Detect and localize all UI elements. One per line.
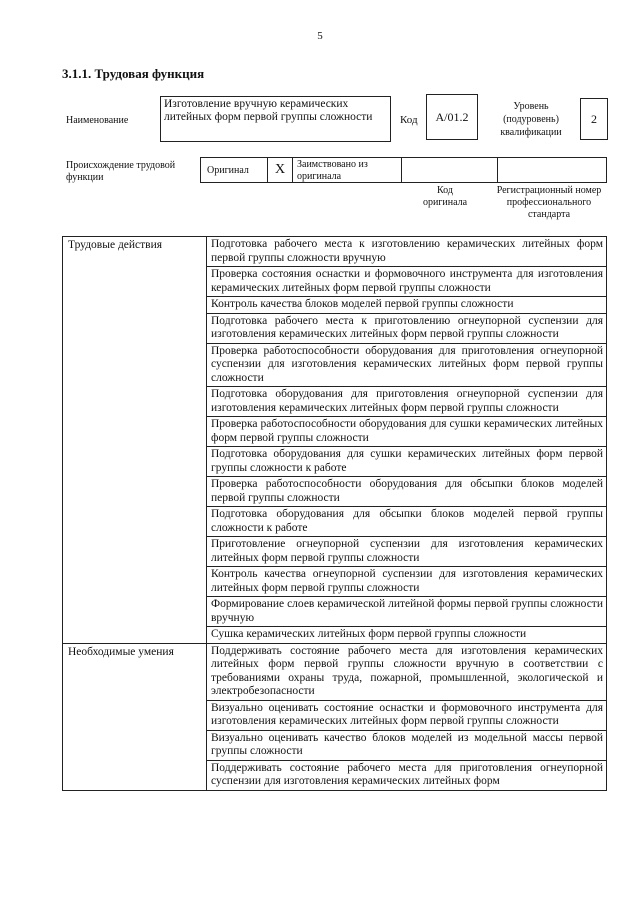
registration-number-cell (497, 157, 607, 183)
action-row-text: Контроль качества огнеупорной суспензии для изготовления керамических литейных форм первой группы сложности (207, 567, 607, 597)
original-mark: X (267, 157, 293, 183)
skill-row-text: Поддерживать состояние рабочего места для изготовления керамических литейных форм первой группы сложности вручную в соответствии с требованиями охраны труда, пожарной, промышленной, экологической и электробезопасности (207, 643, 607, 700)
function-table (62, 236, 607, 791)
origin-row (200, 157, 608, 183)
level-label: Уровень (подуровень) квалификации (500, 101, 562, 138)
action-row-text: Проверка состояния оснастки и формовочного инструмента для изготовления керамических литейных форм первой группы сложности (207, 267, 607, 297)
action-row-text: Приготовление огнеупорной суспензии для изготовления керамических литейных форм первой группы сложности (207, 537, 607, 567)
action-row-text: Проверка работоспособности оборудования для сушки керамических литейных форм первой группы сложности (207, 417, 607, 447)
action-row-text: Сушка керамических литейных форм первой группы сложности (207, 627, 607, 644)
actions-category-label: Трудовые действия (63, 237, 207, 644)
skill-row (63, 643, 607, 700)
borrowed-label: Заимствовано из оригинала (292, 157, 402, 183)
action-row-text: Контроль качества блоков моделей первой группы сложности (207, 297, 607, 314)
skill-row-text: Визуально оценивать качество блоков моделей из модельной массы первой группы сложности (207, 730, 607, 760)
original-code-cell (401, 157, 498, 183)
page-number: 5 (317, 30, 323, 42)
action-row-text: Подготовка рабочего места к приготовлению огнеупорной суспензии для изготовления керамических литейных форм первой группы сложности (207, 313, 607, 343)
action-row (63, 237, 607, 267)
code-value: A/01.2 (426, 94, 478, 140)
skill-row-text: Поддерживать состояние рабочего места для приготовления огнеупорной суспензии для изготовления керамических литейных форм (207, 760, 607, 790)
name-label: Наименование (66, 115, 129, 126)
skills-category-label: Необходимые умения (63, 643, 207, 790)
action-row-text: Подготовка рабочего места к изготовлению керамических литейных форм первой группы сложности вручную (207, 237, 607, 267)
name-value: Изготовление вручную керамических литейных форм первой группы сложности (160, 96, 391, 142)
level-value: 2 (580, 98, 608, 140)
action-row-text: Проверка работоспособности оборудования для обсыпки блоков моделей первой группы сложности (207, 477, 607, 507)
action-row-text: Формирование слоев керамической литейной формы первой группы сложности вручную (207, 597, 607, 627)
original-label: Оригинал (200, 157, 268, 183)
skill-row-text: Визуально оценивать состояние оснастки и формовочного инструмента для изготовления керамических литейных форм первой группы сложности (207, 700, 607, 730)
action-row-text: Проверка работоспособности оборудования для приготовления огнеупорной суспензии для изготовления керамических литейных форм первой группы сложности (207, 343, 607, 387)
action-row-text: Подготовка оборудования для сушки керамических литейных форм первой группы сложности к работе (207, 447, 607, 477)
action-row-text: Подготовка оборудования для обсыпки блоков моделей первой группы сложности к работе (207, 507, 607, 537)
code-label: Код (400, 114, 418, 126)
origin-label: Происхождение трудовой функции (66, 160, 176, 183)
action-row-text: Подготовка оборудования для приготовления огнеупорной суспензии для изготовления керамических литейных форм первой группы сложности (207, 387, 607, 417)
section-title: 3.1.1. Трудовая функция (62, 66, 205, 81)
registration-number-caption: Регистрационный номер профессионального стандарта (496, 185, 602, 220)
code-original-caption: Код оригинала (422, 185, 468, 208)
